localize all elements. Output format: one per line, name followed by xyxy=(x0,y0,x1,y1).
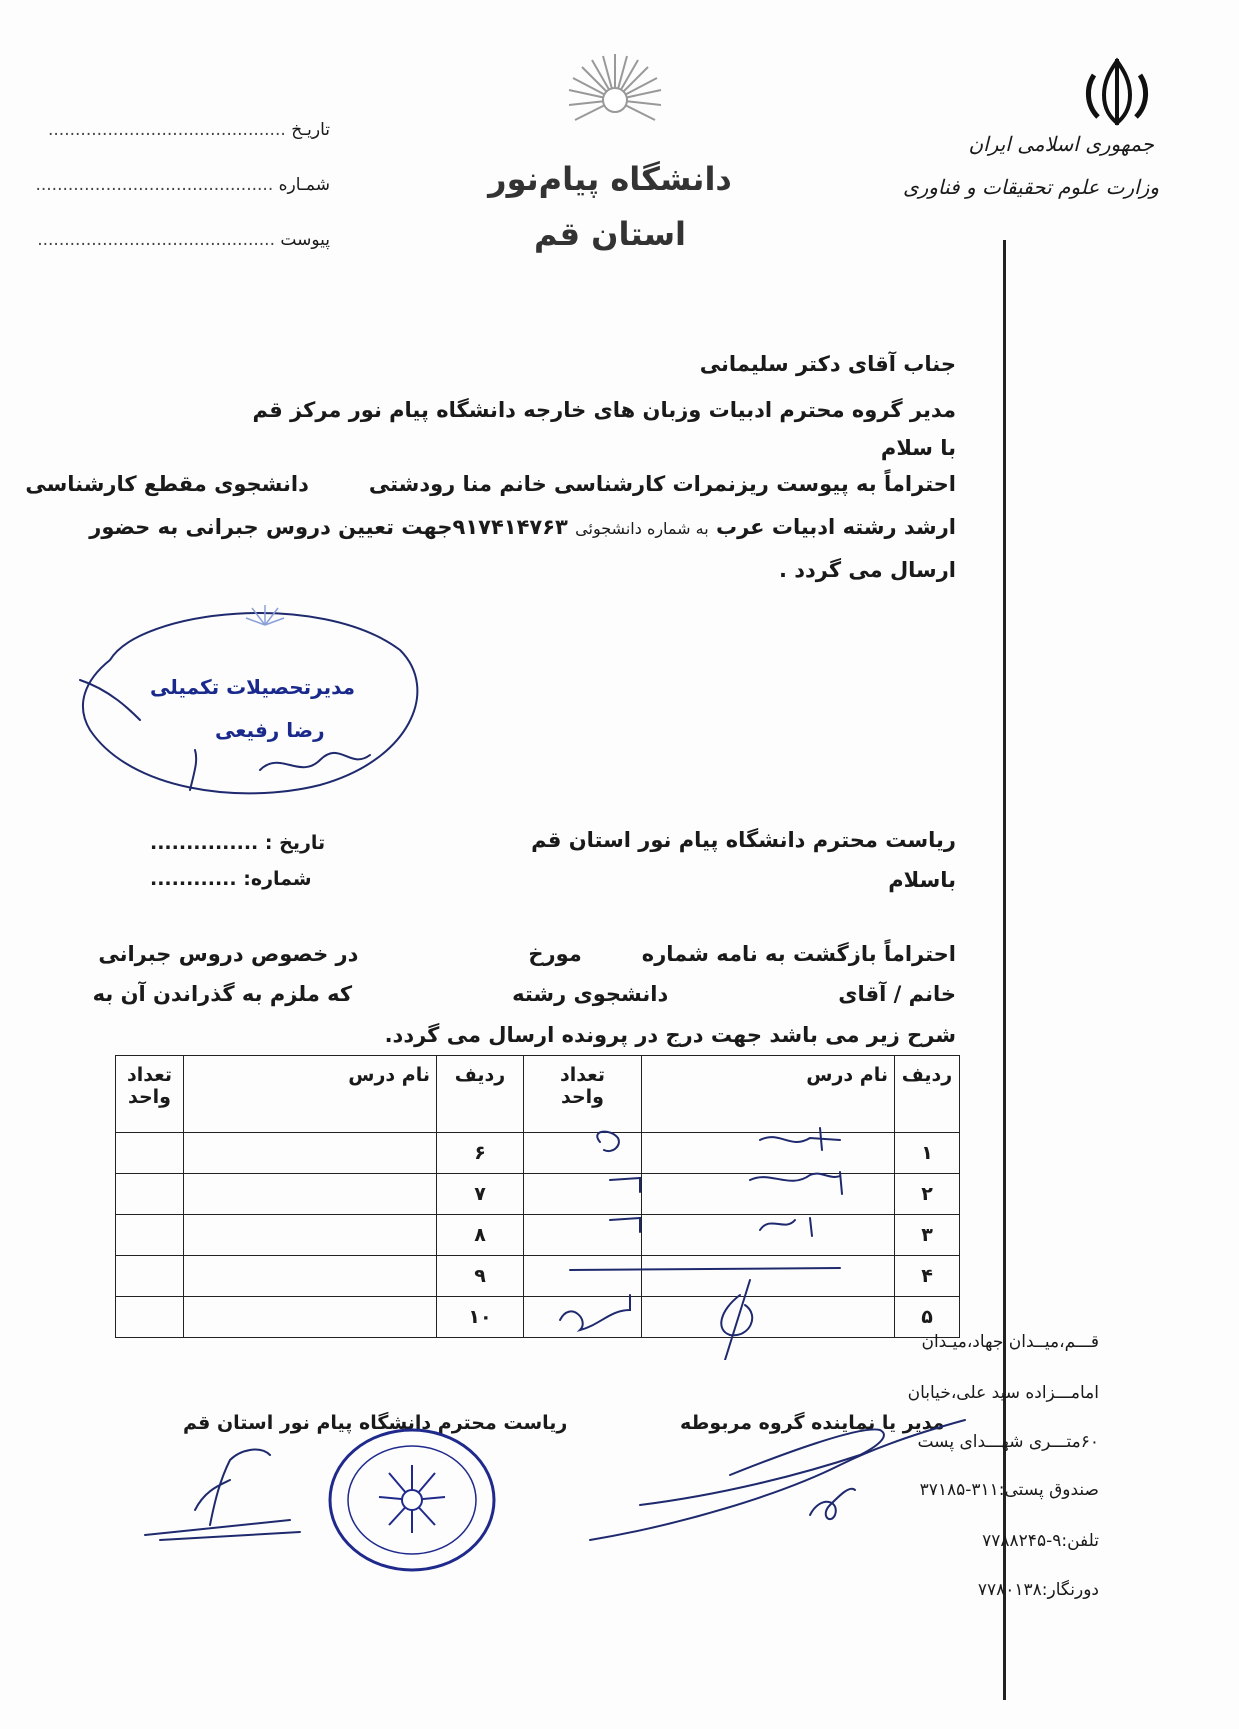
reply-date-dots: ............... xyxy=(150,832,259,854)
reply-line-2-c: که ملزم به گذراندن آن به xyxy=(92,982,353,1006)
header-name-2: نام درس xyxy=(184,1056,437,1133)
row-vahed-2 xyxy=(116,1133,184,1174)
reply-number-label: شماره: xyxy=(243,868,312,890)
address-fax: دورنگار:۷۷۸۰۱۳۸ xyxy=(977,1580,1099,1600)
reply-date-label: تاریخ : xyxy=(264,832,326,854)
header-vahed-line2: واحد xyxy=(561,1086,604,1108)
stamp1-name: رضا رفیعی xyxy=(215,718,325,742)
reply-line-1 xyxy=(98,942,956,966)
row-radif: ۵ xyxy=(895,1297,960,1338)
meta-number xyxy=(35,175,330,195)
row-vahed-2 xyxy=(116,1215,184,1256)
row-radif: ۳ xyxy=(895,1215,960,1256)
reply-number-dots: ............ xyxy=(150,868,237,890)
row-name-2 xyxy=(184,1174,437,1215)
stamp1-title: مدیرتحصیلات تکمیلی xyxy=(150,675,356,699)
header-radif: ردیف xyxy=(895,1056,960,1133)
university-round-stamp xyxy=(325,1425,500,1575)
ministry-line-2: وزارت علوم تحقیقات و فناوری xyxy=(902,175,1159,199)
header-radif-2: ردیف xyxy=(437,1056,524,1133)
letter-line-1-a: احتراماً به پیوست ریزنمرات کارشناسی خانم منا رودشتی xyxy=(368,472,956,496)
letter-line-1-b: دانشجوی مقطع کارشناسی xyxy=(25,472,309,496)
meta-date-dots: ............................................ xyxy=(48,120,286,140)
graduate-studies-stamp xyxy=(70,600,430,810)
meta-date-label: تاریـخ xyxy=(291,120,330,140)
letter-line-2-b: ۹۱۷۴۱۴۷۶۳جهت تعیین دروس جبرانی به حضور xyxy=(89,515,568,539)
address-line-1: قـــم،میــدان جهاد،میـدان xyxy=(921,1332,1099,1352)
letter-recipient: جناب آقای دکتر سلیمانی xyxy=(699,352,956,376)
row-radif-2: ۸ xyxy=(437,1215,524,1256)
reply-line-1-b: مورخ xyxy=(528,942,582,966)
reply-greeting: باسلام xyxy=(888,868,956,892)
address-phone: تلفن:۹-۷۷۸۸۲۴۵ xyxy=(982,1531,1099,1551)
meta-number-label: شمـاره xyxy=(278,175,330,195)
reply-date xyxy=(150,832,325,854)
university-name: دانشگاه پیام‌نور xyxy=(488,160,732,198)
address-line-4: صندوق پستی:۳۱۱-۳۷۱۸۵ xyxy=(919,1480,1099,1500)
meta-attachment-label: پیوست xyxy=(280,230,330,250)
row-radif-2: ۷ xyxy=(437,1174,524,1215)
row-radif: ۴ xyxy=(895,1256,960,1297)
letter-recipient-title: مدیر گروه محترم ادبیات وزبان های خارجه دانشگاه پیام نور مرکز قم xyxy=(252,398,956,422)
row-name-2 xyxy=(184,1297,437,1338)
meta-attachment-dots: ............................................ xyxy=(37,230,275,250)
address-line-3: ۶۰متـــری شهـــدای پست xyxy=(917,1432,1099,1452)
reply-line-1-a: احتراماً بازگشت به نامه شماره xyxy=(641,942,956,966)
letter-line-2-small: به شماره دانشجوئی xyxy=(575,519,709,538)
letter-line-2-a: ارشد رشته ادبیات عرب xyxy=(716,515,956,539)
meta-number-dots: ............................................ xyxy=(35,175,274,195)
letter-greeting: با سلام xyxy=(880,436,956,460)
reply-line-2 xyxy=(93,982,956,1006)
letter-line-1 xyxy=(25,472,956,496)
header-name: نام درس xyxy=(642,1056,895,1133)
row-radif-2: ۶ xyxy=(437,1133,524,1174)
reply-line-1-c: در خصوص دروس جبرانی xyxy=(98,942,359,966)
meta-date xyxy=(48,120,330,140)
letter-line-3: ارسال می گردد . xyxy=(778,558,956,582)
reply-line-2-a: خانم / آقای xyxy=(838,982,956,1006)
header-vahed-line1: تعداد xyxy=(559,1064,606,1086)
table-handwriting xyxy=(540,1120,900,1360)
left-signature xyxy=(140,1440,310,1550)
left-signature-label: ریاست محترم دانشگاه پیام نور استان قم xyxy=(183,1412,568,1434)
ministry-line-1: جمهوری اسلامی ایران xyxy=(968,132,1154,156)
reply-addressee: ریاست محترم دانشگاه پیام نور استان قم xyxy=(531,828,956,852)
right-signature-label: مدیر یا نماینده گروه مربوطه xyxy=(680,1412,945,1434)
university-logo-icon xyxy=(565,50,665,150)
row-name-2 xyxy=(184,1256,437,1297)
university-province: استان قم xyxy=(533,215,686,253)
reply-number xyxy=(150,868,312,890)
row-name-2 xyxy=(184,1133,437,1174)
iran-emblem-icon xyxy=(1080,55,1154,129)
row-radif-2: ۱۰ xyxy=(437,1297,524,1338)
row-radif-2: ۹ xyxy=(437,1256,524,1297)
address-line-2: امامـــزاده سید علی،خیابان xyxy=(907,1383,1099,1403)
row-vahed-2 xyxy=(116,1174,184,1215)
reply-line-2-b: دانشجوی رشته xyxy=(512,982,669,1006)
reply-line-3: شرح زیر می باشد جهت درج در پرونده ارسال می گردد. xyxy=(384,1023,956,1047)
header-vahed-2: تعداد واحد xyxy=(116,1056,184,1133)
meta-attachment xyxy=(37,230,330,250)
row-radif: ۱ xyxy=(895,1133,960,1174)
row-radif: ۲ xyxy=(895,1174,960,1215)
row-name-2 xyxy=(184,1215,437,1256)
row-vahed-2 xyxy=(116,1297,184,1338)
letter-line-2 xyxy=(89,515,956,539)
row-vahed-2 xyxy=(116,1256,184,1297)
